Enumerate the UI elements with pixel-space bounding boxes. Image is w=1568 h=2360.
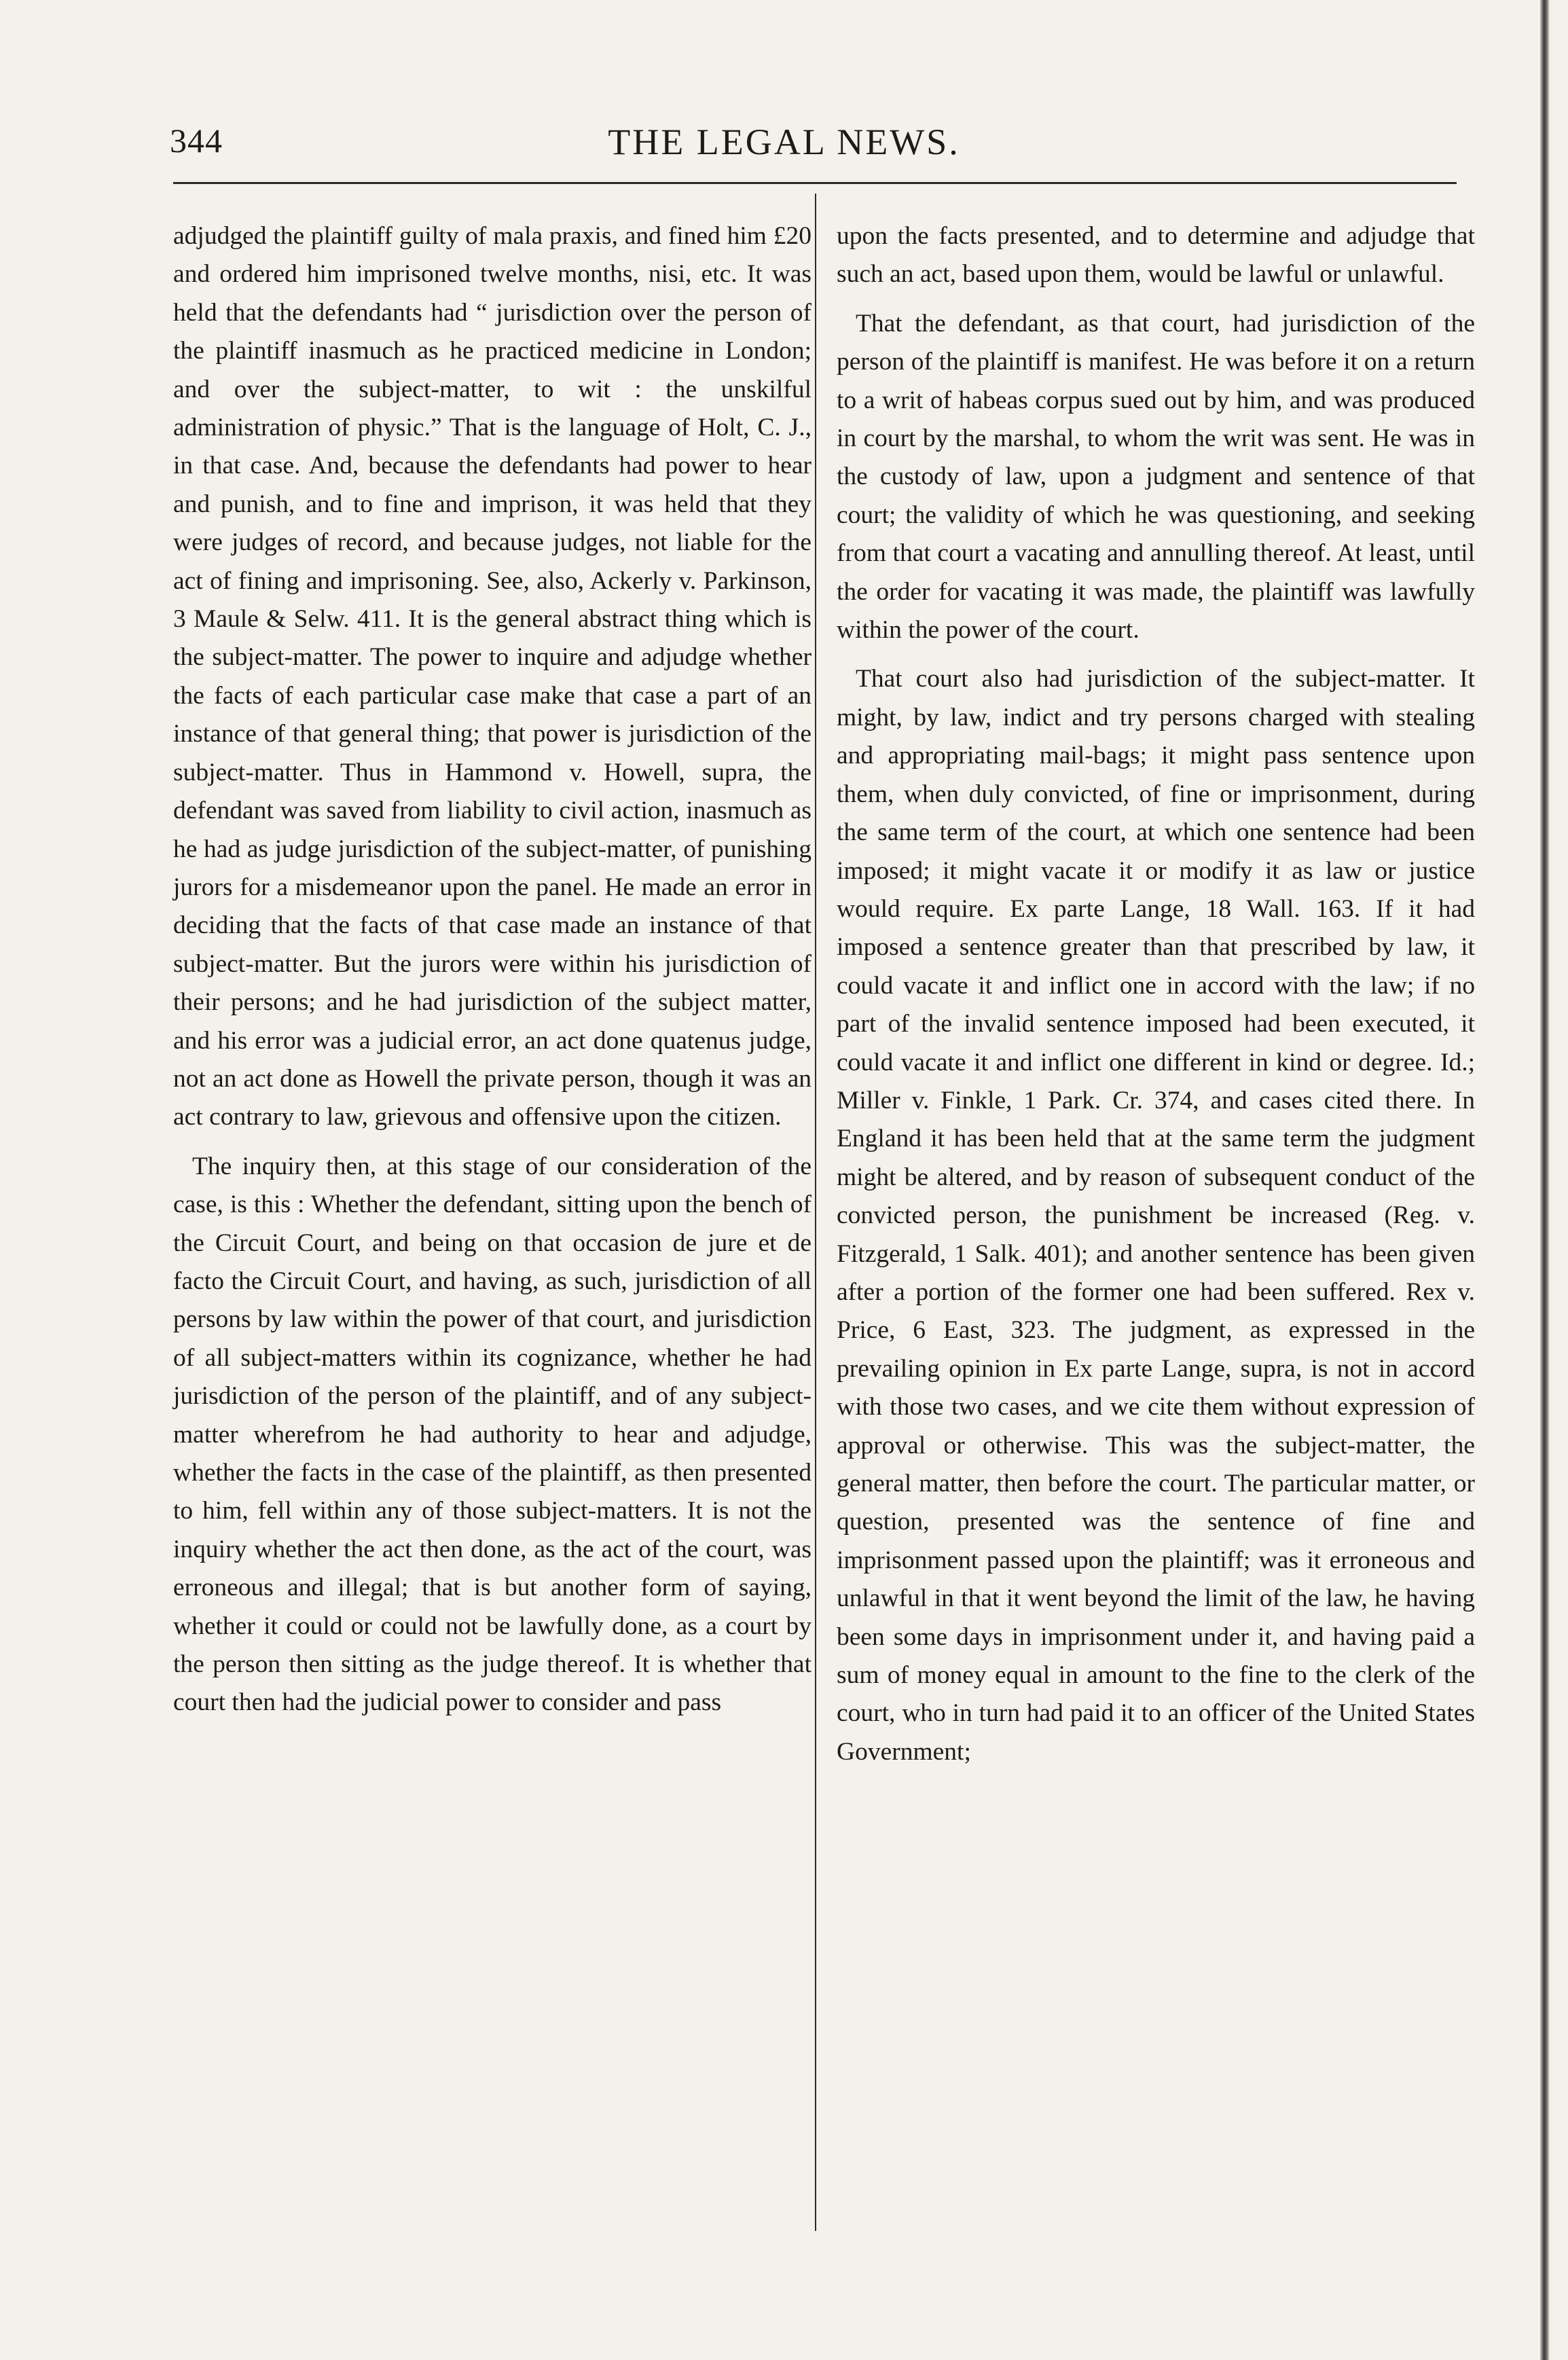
left-paragraph-2: The inquiry then, at this stage of our consideration of the case, is this : Whether the defendant, sitting upon the bench of the Circuit Court, and being on that occasion de jure et de facto the Circuit Court, and having, as such, jurisdiction of all persons by law within the power of that court, and jurisdiction of all subject-matters within its cognizance, whether he had jurisdiction of the person of the plaintiff, and of any subject-matter wherefrom he had authority to hear and adjudge, whether the facts in the case of the plaintiff, as then presented to him, fell within any of those subject-matters. It is not the inquiry whether the act then done, as the act of the court, was erroneous and illegal; that is but another form of saying, whether it could or could not be lawfully done, as a court by the person then sitting as the judge thereof. It is whether that court then had the judicial power to consider and pass <box>173 1152 812 1717</box>
right-paragraph-3: That court also had jurisdiction of the subject-matter. It might, by law, indict and try persons charged with stealing and appropriating mail-bags; it might pass sentence upon them, when duly convicted, of fine or imprisonment, during the same term of the court, at which one sentence had been imposed; it might vacate it or modify it as law or justice would require. Ex parte Lange, 18 Wall. 163. If it had imposed a sentence greater than that prescribed by law, it could vacate it and inflict one in accord with the law; if no part of the invalid sentence imposed had been executed, it could vacate it and inflict one different in kind or degree. Id.; Miller v. Finkle, 1 Park. Cr. 374, and cases cited there. In England it has been held that at the same term the judgment might be altered, and by reason of subsequent conduct of the convicted person, the punishment be increased (Reg. v. Fitzgerald, 1 Salk. 401); and another sentence has been given after a portion of the former one had been suffered. Rex v. Price, 6 East, 323. The judgment, as expressed in the prevailing opinion in Ex parte Lange, supra, is not in accord with those two cases, and we cite them without expression of approval or otherwise. This was the subject-matter, the general matter, then before the court. The particular matter, or question, presented was the sentence of fine and imprisonment passed upon the plaintiff; was it erroneous and unlawful in that it went beyond the limit of the law, he having been some days in imprisonment under it, and having paid a sum of money equal in amount to the fine to the clerk of the court, who in turn had paid it to an officer of the United States Government; <box>837 665 1475 1766</box>
header-rule <box>173 182 1457 184</box>
right-paragraph-1: upon the facts presented, and to determine and adjudge that such an act, based upon them, would be lawful or unlawful. <box>837 222 1475 289</box>
column-divider <box>815 194 816 2231</box>
page-number: 344 <box>170 122 223 160</box>
left-paragraph-1: adjudged the plaintiff guilty of mala praxis, and fined him £20 and ordered him imprisoned twelve months, nisi, etc. It was held that the defendants had “ jurisdiction over the person of the plaintiff inasmuch as he practiced medicine in London; and over the subject-matter, to wit : the unskilful administration of physic.” That is the language of Holt, C. J., in that case. And, because the defendants had power to hear and punish, and to fine and imprison, it was held that they were judges of record, and because judges, not liable for the act of fining and imprisoning. See, also, Ackerly v. Parkinson, 3 Maule & Selw. 411. It is the general abstract thing which is the subject-matter. The power to inquire and adjudge whether the facts of each particular case make that case a part of an instance of that general thing; that power is jurisdiction of the subject-matter. Thus in Hammond v. Howell, supra, the defendant was saved from liability to civil action, inasmuch as he had as judge jurisdiction of the subject-matter, of punishing jurors for a misdemeanor upon the panel. He made an error in deciding that the facts of that case made an instance of that subject-matter. But the jurors were within his jurisdiction of their persons; and he had jurisdiction of the subject matter, and his error was a judicial error, an act done quatenus judge, not an act done as Howell the private person, though it was an act contrary to law, grievous and offensive upon the citizen. <box>173 222 812 1131</box>
running-head-title: THE LEGAL NEWS. <box>608 122 960 162</box>
scan-edge <box>1540 0 1550 2360</box>
right-paragraph-2: That the defendant, as that court, had jurisdiction of the person of the plaintiff is manifest. He was before it on a return to a writ of habeas corpus sued out by him, and was produced in court by the marshal, to whom the writ was sent. He was in the custody of law, upon a judgment and sentence of that court; the validity of which he was questioning, and seeking from that court a vacating and annulling thereof. At least, until the order for vacating it was made, the plaintiff was lawfully within the power of the court. <box>837 309 1475 645</box>
left-column <box>173 217 812 1722</box>
right-column <box>837 217 1475 1771</box>
